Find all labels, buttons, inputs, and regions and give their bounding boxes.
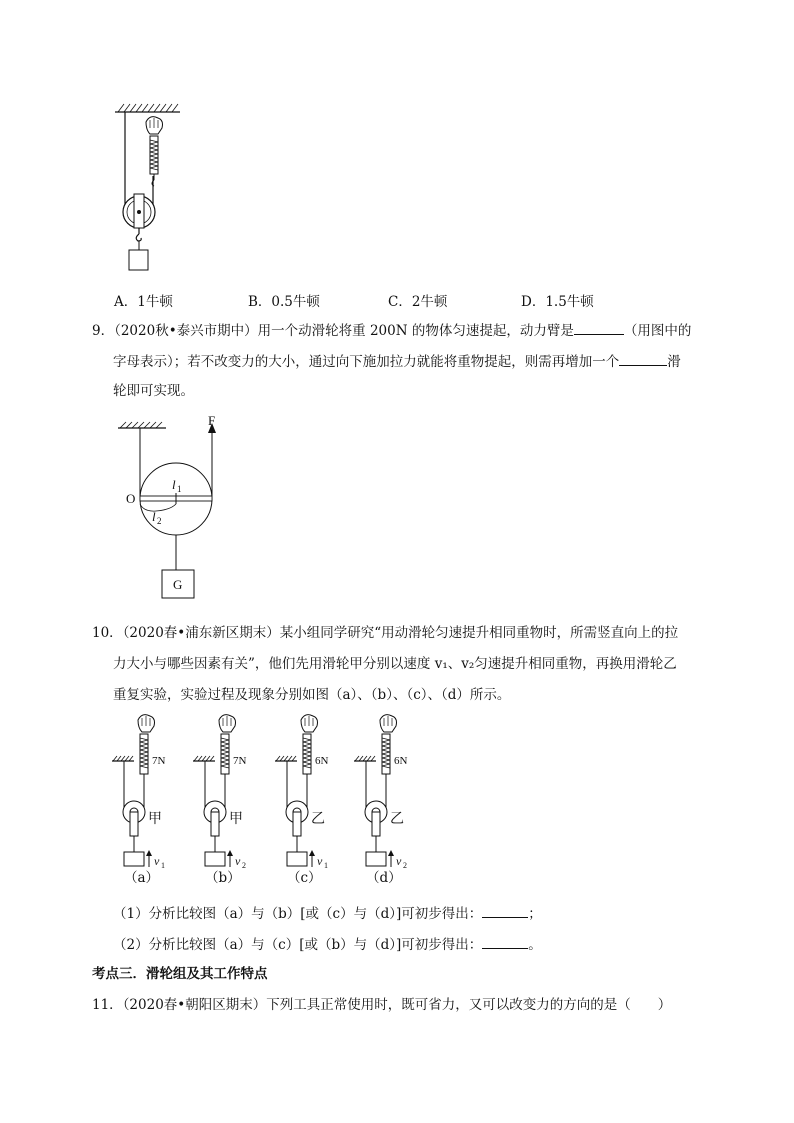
speed-label: v xyxy=(317,854,323,868)
option-letter: A xyxy=(114,294,124,310)
question-source: （2020春•朝阳区期末） xyxy=(122,997,267,1013)
question-text: 用一个动滑轮将重 200N 的物体匀速提起，动力臂是 xyxy=(257,323,574,339)
question-text: 。 xyxy=(528,937,542,953)
arm2-label: l xyxy=(152,509,156,524)
pivot-label: O xyxy=(126,491,136,506)
speed-subscript: 1 xyxy=(324,861,328,870)
answer-blank[interactable] xyxy=(619,351,667,366)
option-text: 0.5牛顿 xyxy=(271,294,320,310)
q10-caption-c: （c） xyxy=(287,870,322,886)
speed-subscript: 2 xyxy=(242,861,246,870)
q10-experiment-figure-1 xyxy=(193,712,273,882)
question-text: 力大小与哪些因素有关”，他们先用滑轮甲分别以速度 v₁、v₂匀速提升相同重物，再换用滑轮乙 xyxy=(113,656,677,672)
q9-line-1 xyxy=(92,320,691,340)
answer-blank[interactable] xyxy=(482,903,528,918)
arm1-label: l xyxy=(172,477,176,492)
q10-line-2 xyxy=(113,655,677,673)
q10-sub-question-1 xyxy=(113,903,542,923)
q10-experiment-figure-2 xyxy=(275,712,355,882)
speed-subscript: 1 xyxy=(161,861,165,870)
question-text: （1）分析比较图（a）与（b）[或（c）与（d）]可初步得出： xyxy=(113,906,483,922)
q9-line-3 xyxy=(113,382,194,400)
speed-label: v xyxy=(396,854,402,868)
question-text: 某小组同学研究“用动滑轮匀速提升相同重物时，所需竖直向上的拉 xyxy=(279,625,679,641)
scale-reading: 7N xyxy=(233,755,247,767)
q9-lever-figure xyxy=(118,415,238,605)
scale-reading: 6N xyxy=(315,755,329,767)
pulley-name: 甲 xyxy=(148,812,162,827)
q11-line-1 xyxy=(92,996,671,1014)
q10-caption-a: （a） xyxy=(124,870,160,886)
question-text: 重复实验，实验过程及现象分别如图（a）、（b）、（c）、（d）所示。 xyxy=(113,687,511,703)
answer-blank[interactable] xyxy=(482,934,528,949)
q9-line-2 xyxy=(113,351,681,371)
q10-sub-question-2 xyxy=(113,934,542,954)
question-text: 滑 xyxy=(667,354,681,370)
q8-option-d[interactable]: D．1.5牛顿 xyxy=(521,294,594,310)
q8-option-a[interactable]: A．1牛顿 xyxy=(114,294,173,310)
question-number: 10． xyxy=(92,625,123,641)
q10-caption-b: （b） xyxy=(205,870,241,886)
question-text: （2）分析比较图（a）与（c）[或（b）与（d）]可初步得出： xyxy=(113,937,483,953)
pulley-name: 乙 xyxy=(311,812,325,827)
arm2-subscript: 2 xyxy=(157,516,162,526)
pulley-name: 甲 xyxy=(229,812,243,827)
q10-line-1 xyxy=(92,624,678,642)
q10-experiment-figure-3 xyxy=(354,712,434,882)
question-source: （2020秋•泰兴市期中） xyxy=(114,323,258,339)
scale-reading: 6N xyxy=(394,755,408,767)
q8-option-b[interactable]: B．0.5牛顿 xyxy=(248,294,320,310)
q8-option-c[interactable]: C．2牛顿 xyxy=(388,294,448,310)
question-number: 9． xyxy=(92,323,115,339)
speed-label: v xyxy=(154,854,160,868)
force-label: F xyxy=(208,415,216,428)
option-text: 2牛顿 xyxy=(411,294,448,310)
pulley-name: 乙 xyxy=(390,812,404,827)
question-text: 字母表示）；若不改变力的大小，通过向下施加拉力就能将重物提起，则需再增加一个 xyxy=(113,354,620,370)
option-text: 1牛顿 xyxy=(137,294,173,310)
scale-reading: 7N xyxy=(152,755,166,767)
speed-subscript: 2 xyxy=(403,861,407,870)
q10-line-3 xyxy=(113,686,510,704)
option-text: 1.5牛顿 xyxy=(545,294,594,310)
question-number: 11． xyxy=(92,997,123,1013)
q8-pulley-figure xyxy=(100,98,190,278)
weight-label: G xyxy=(173,577,183,592)
question-text: 下列工具正常使用时，既可省力，又可以改变力的方向的是（ ） xyxy=(266,997,672,1013)
section-title: 考点三．滑轮组及其工作特点 xyxy=(92,966,268,982)
q10-caption-d: （d） xyxy=(366,870,402,886)
question-source: （2020春•浦东新区期末） xyxy=(122,625,280,641)
speed-label: v xyxy=(235,854,241,868)
question-text: 轮即可实现。 xyxy=(113,383,194,399)
arm1-subscript: 1 xyxy=(177,484,182,494)
question-text: （用图中的 xyxy=(623,323,692,339)
option-letter: D xyxy=(521,294,532,310)
question-text: ； xyxy=(528,906,542,922)
option-letter: C xyxy=(388,294,399,310)
answer-blank[interactable] xyxy=(574,320,624,335)
option-letter: B xyxy=(248,294,258,310)
q10-experiment-figure-0 xyxy=(112,712,192,882)
